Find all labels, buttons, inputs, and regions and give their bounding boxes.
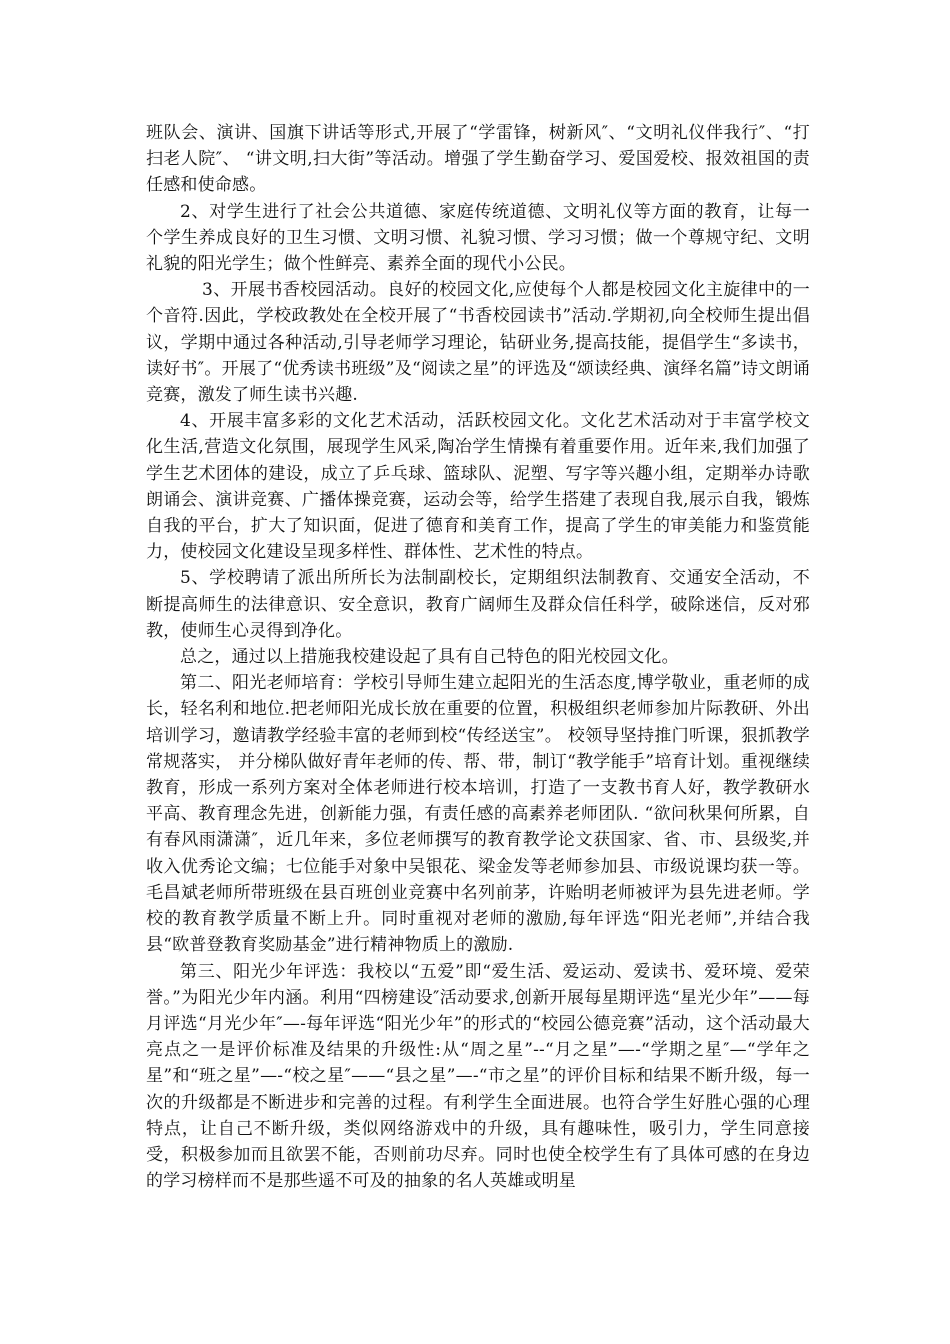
paragraph-item-3: 3、开展书香校园活动。良好的校园文化,应使每个人都是校园文化主旋律中的一个音符.因此，学校政教处在全校开展了“书香校园读书”活动.学期初,向全校师生提出倡议，学期中通过各种活动,引导老师学习理论，钻研业务,提高技能，提倡学生“多读书，读好书″。开展了“优秀读书班级”及“阅读之星”的评选及“颂读经典、演绎名篇”诗文朗诵竞赛，激发了师生读书兴趣. [146, 280, 810, 406]
paragraph-section-youth: 第三、阳光少年评选：我校以“五爱”即“爱生活、爱运动、爱读书、爱环境、爱荣誉。”为阳光少年内涵。利用“四榜建设″活动要求,创新开展每星期评选“星光少年”——每月评选“月光少年″—-每年评选“阳光少年”的形式的“校园公德竞赛”活动，这个活动最大亮点之一是评价标准及结果的升级性:从“周之星”--“月之星”—-“学期之星″—“学年之星”和“班之星”—-“校之星″——“县之星”—-“市之星”的评价目标和结果不断升级，每一次的升级都是不断进步和完善的过程。有利学生全面进展。也符合学生好胜心强的心理特点，让自己不断升级，类似网络游戏中的升级，具有趣味性，吸引力，学生同意接受，积极参加而且欲罢不能，否则前功尽弃。同时也使全校学生有了具体可感的在身边的学习榜样而不是那些遥不可及的抽象的名人英雄或明星 [146, 961, 810, 1192]
paragraph-summary: 总之，通过以上措施我校建设起了具有自己特色的阳光校园文化。 [180, 647, 679, 668]
paragraph-continuation: 班队会、演讲、国旗下讲话等形式,开展了“学雷锋，树新风″、“文明礼仪伴我行″、“打扫老人院″、 “讲文明,扫大街”等活动。增强了学生勤奋学习、爱国爱校、报效祖国的责任感和使命感。 [146, 123, 810, 196]
paragraph-item-2: 2、对学生进行了社会公共道德、家庭传统道德、文明礼仪等方面的教育，让每一个学生养成良好的卫生习惯、文明习惯、礼貌习惯、学习习惯；做一个尊规守纪、文明礼貌的阳光学生；做个性鲜亮、素养全面的现代小公民。 [146, 201, 810, 275]
paragraph-item-5: 5、学校聘请了派出所所长为法制副校长，定期组织法制教育、交通安全活动，不断提高师生的法律意识、安全意识，教育广阔师生及群众信任科学，破除迷信，反对邪教，使师生心灵得到净化。 [146, 568, 810, 641]
document-body [146, 120, 810, 1194]
paragraph-section-teachers: 第二、阳光老师培育：学校引导师生建立起阳光的生活态度,博学敬业，重老师的成长，轻名利和地位.把老师阳光成长放在重要的位置，积极组织老师参加片际教研、外出培训学习，邀请教学经验丰富的老师到校“传经送宝”。 校领导坚持推门听课，狠抓教学常规落实， 并分梯队做好青年老师的传、帮、带，制订“教学能手”培育计划。重视继续教育，形成一系列方案对全体老师进行校本培训，打造了一支教书育人好，教学教研水平高、教育理念先进，创新能力强，有责任感的高素养老师团队. “欲问秋果何所累，自有春风雨潇潇″，近几年来，多位老师撰写的教育教学论文获国家、省、市、县级奖,并收入优秀论文编；七位能手对象中吴银花、梁金发等老师参加县、市级说课均获一等。毛昌斌老师所带班级在县百班创业竞赛中名列前茅，许贻明老师被评为县先进老师。学校的教育教学质量不断上升。同时重视对老师的激励,每年评选“阳光老师”,并结合我县“欧普登教育奖励基金”进行精神物质上的激励. [146, 673, 810, 956]
paragraph-item-4: 4、开展丰富多彩的文化艺术活动，活跃校园文化。文化艺术活动对于丰富学校文化生活,营造文化氛围，展现学生风采,陶冶学生情操有着重要作用。近年来,我们加强了学生艺术团体的建设，成立了乒乓球、篮球队、泥塑、写字等兴趣小组，定期举办诗歌朗诵会、演讲竞赛、广播体操竞赛，运动会等，给学生搭建了表现自我,展示自我，锻炼自我的平台，扩大了知识面，促进了德育和美育工作，提高了学生的审美能力和鉴赏能力，使校园文化建设呈现多样性、群体性、艺术性的特点。 [146, 411, 810, 563]
